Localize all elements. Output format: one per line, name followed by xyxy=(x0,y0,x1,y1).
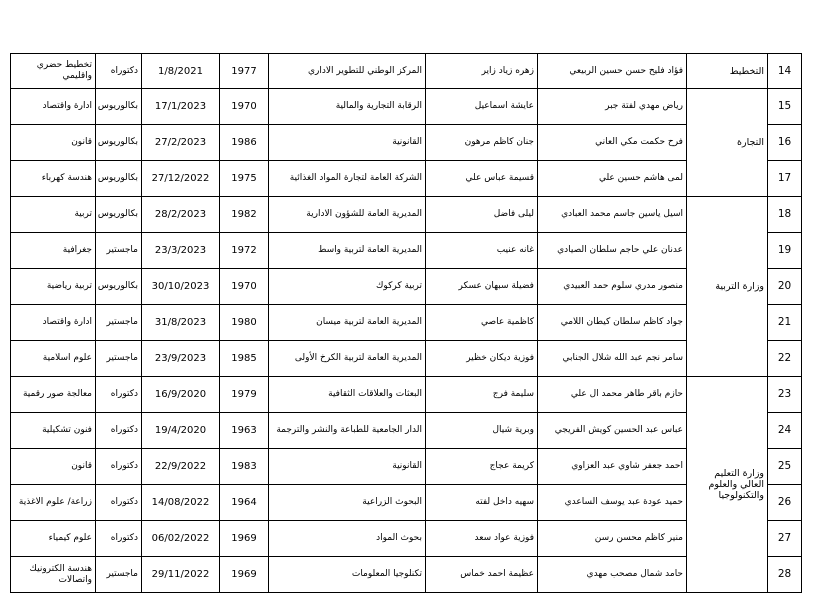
birth-year-cell: 1969 xyxy=(220,521,269,557)
table-row xyxy=(11,269,802,305)
degree-cell: دكتوراه xyxy=(96,413,142,449)
birth-year-cell: 1964 xyxy=(220,485,269,521)
employee-name-cell: اسيل ياسين جاسم محمد العبادي xyxy=(538,197,687,233)
row-number: 24 xyxy=(768,413,802,449)
table-row xyxy=(11,341,802,377)
nominee-name-cell: عايشة اسماعيل xyxy=(426,89,538,125)
employee-name-cell: فؤاد فليح حسن حسين الربيعي xyxy=(538,54,687,89)
row-number: 19 xyxy=(768,233,802,269)
ministry-cell xyxy=(687,377,768,593)
table-row xyxy=(11,521,802,557)
table-row xyxy=(11,161,802,197)
workplace-cell: المديرية العامة لتربية الكرخ الأولى xyxy=(269,341,426,377)
specialization-cell: علوم كيمياء xyxy=(11,521,96,557)
ministry-label: التخطيط xyxy=(729,65,764,77)
degree-cell: ماجستير xyxy=(96,557,142,593)
ministry-cell xyxy=(687,89,768,197)
nominee-name-cell: جنان كاظم مرهون xyxy=(426,125,538,161)
specialization-cell: جغرافية xyxy=(11,233,96,269)
nominee-name-cell: وبرية شيال xyxy=(426,413,538,449)
workplace-cell: المديرية العامة لتربية واسط xyxy=(269,233,426,269)
degree-cell: بكالوريوس xyxy=(96,161,142,197)
degree-cell: دكتوراه xyxy=(96,449,142,485)
degree-cell: ماجستير xyxy=(96,305,142,341)
nominee-name-cell: زهره زياد زاير xyxy=(426,54,538,89)
table-row xyxy=(11,485,802,521)
specialization-cell: ادارة واقتصاد xyxy=(11,305,96,341)
table-row xyxy=(11,449,802,485)
degree-cell: بكالوريوس xyxy=(96,269,142,305)
date-cell: 06/02/2022 xyxy=(142,521,220,557)
degree-cell: دكتوراه xyxy=(96,54,142,89)
birth-year-cell: 1982 xyxy=(220,197,269,233)
birth-year-cell: 1969 xyxy=(220,557,269,593)
row-number: 27 xyxy=(768,521,802,557)
table-row xyxy=(11,305,802,341)
workplace-cell: المديرية العامة لتربية ميسان xyxy=(269,305,426,341)
specialization-cell: قانون xyxy=(11,125,96,161)
table-row xyxy=(11,233,802,269)
employee-name-cell: رياض مهدي لفتة جبر xyxy=(538,89,687,125)
date-cell: 27/12/2022 xyxy=(142,161,220,197)
employee-name-cell: حامد شمال مصحب مهدي xyxy=(538,557,687,593)
workplace-cell: الدار الجامعية للطباعة والنشر والترجمة xyxy=(269,413,426,449)
table-row xyxy=(11,377,802,413)
specialization-cell: قانون xyxy=(11,449,96,485)
employee-name-cell: عدنان علي حاجم سلطان الصيادي xyxy=(538,233,687,269)
table-row xyxy=(11,197,802,233)
row-number: 26 xyxy=(768,485,802,521)
workplace-cell: البعثات والعلاقات الثقافية xyxy=(269,377,426,413)
table-row xyxy=(11,413,802,449)
birth-year-cell: 1970 xyxy=(220,89,269,125)
nominee-name-cell: سهيه داخل لفته xyxy=(426,485,538,521)
degree-cell: بكالوريوس xyxy=(96,89,142,125)
workplace-cell: المديرية العامة للشؤون الادارية xyxy=(269,197,426,233)
degree-cell: ماجستير xyxy=(96,233,142,269)
degree-cell: بكالوريوس xyxy=(96,125,142,161)
table-row xyxy=(11,125,802,161)
date-cell: 14/08/2022 xyxy=(142,485,220,521)
workplace-cell: تكنلوجيا المعلومات xyxy=(269,557,426,593)
row-number: 20 xyxy=(768,269,802,305)
birth-year-cell: 1980 xyxy=(220,305,269,341)
ministry-cell xyxy=(687,197,768,377)
employee-name-cell: منير كاظم محسن رسن xyxy=(538,521,687,557)
specialization-cell: ادارة واقتصاد xyxy=(11,89,96,125)
row-number: 15 xyxy=(768,89,802,125)
specialization-cell: هندسة كهرباء xyxy=(11,161,96,197)
nominee-name-cell: ليلى فاضل xyxy=(426,197,538,233)
employee-name-cell: عباس عبد الحسين كويش الفريجي xyxy=(538,413,687,449)
employee-name-cell: حازم باقر طاهر محمد ال علي xyxy=(538,377,687,413)
table-row xyxy=(11,89,802,125)
degree-cell: دكتوراه xyxy=(96,377,142,413)
row-number: 22 xyxy=(768,341,802,377)
date-cell: 31/8/2023 xyxy=(142,305,220,341)
personnel-table xyxy=(10,53,802,593)
workplace-cell: المركز الوطني للتطوير الاداري xyxy=(269,54,426,89)
birth-year-cell: 1986 xyxy=(220,125,269,161)
degree-cell: دكتوراه xyxy=(96,521,142,557)
date-cell: 1/8/2021 xyxy=(142,54,220,89)
birth-year-cell: 1975 xyxy=(220,161,269,197)
date-cell: 27/2/2023 xyxy=(142,125,220,161)
nominee-name-cell: فوزية ديكان خظير xyxy=(426,341,538,377)
date-cell: 19/4/2020 xyxy=(142,413,220,449)
birth-year-cell: 1983 xyxy=(220,449,269,485)
specialization-cell: هندسة الكترونيك واتصالات xyxy=(11,557,96,593)
ministry-label: وزارة التعليم العالي والعلوم والتكنولوجيا xyxy=(708,468,764,501)
date-cell: 30/10/2023 xyxy=(142,269,220,305)
nominee-name-cell: فضيلة سبهان عسكر xyxy=(426,269,538,305)
date-cell: 23/9/2023 xyxy=(142,341,220,377)
date-cell: 16/9/2020 xyxy=(142,377,220,413)
specialization-cell: تربية رياضية xyxy=(11,269,96,305)
employee-name-cell: جواد كاظم سلطان كيطان اللامي xyxy=(538,305,687,341)
employee-name-cell: حميد عودة عبد يوسف الساعدي xyxy=(538,485,687,521)
birth-year-cell: 1979 xyxy=(220,377,269,413)
workplace-cell: البحوث الزراعية xyxy=(269,485,426,521)
workplace-cell: الشركة العامة لتجارة المواد الغذائية xyxy=(269,161,426,197)
degree-cell: بكالوريوس xyxy=(96,197,142,233)
date-cell: 23/3/2023 xyxy=(142,233,220,269)
ministry-label: التجارة xyxy=(737,137,764,148)
ministry-label: وزارة التربية xyxy=(715,281,764,292)
row-number: 14 xyxy=(768,54,802,89)
row-number: 28 xyxy=(768,557,802,593)
specialization-cell: تخطيط حضري واقليمي xyxy=(11,54,96,89)
specialization-cell: فنون تشكيلية xyxy=(11,413,96,449)
specialization-cell: معالجة صور رقمية xyxy=(11,377,96,413)
workplace-cell: بحوث المواد xyxy=(269,521,426,557)
nominee-name-cell: سليمة فرج xyxy=(426,377,538,413)
row-number: 18 xyxy=(768,197,802,233)
row-number: 21 xyxy=(768,305,802,341)
date-cell: 22/9/2022 xyxy=(142,449,220,485)
birth-year-cell: 1972 xyxy=(220,233,269,269)
workplace-cell: تربية كركوك xyxy=(269,269,426,305)
table-row xyxy=(11,557,802,593)
date-cell: 29/11/2022 xyxy=(142,557,220,593)
birth-year-cell: 1970 xyxy=(220,269,269,305)
employee-name-cell: منصور مدري سلوم حمد العبيدي xyxy=(538,269,687,305)
employee-name-cell: لمى هاشم حسين علي xyxy=(538,161,687,197)
nominee-name-cell: غانه عنيب xyxy=(426,233,538,269)
birth-year-cell: 1963 xyxy=(220,413,269,449)
date-cell: 17/1/2023 xyxy=(142,89,220,125)
degree-cell: دكتوراه xyxy=(96,485,142,521)
workplace-cell: القانونية xyxy=(269,125,426,161)
row-number: 17 xyxy=(768,161,802,197)
employee-name-cell: فرح حكمت مكي العاني xyxy=(538,125,687,161)
nominee-name-cell: كاظمية عاصي xyxy=(426,305,538,341)
specialization-cell: زراعة/ علوم الاغذية xyxy=(11,485,96,521)
workplace-cell: الرقابة التجارية والمالية xyxy=(269,89,426,125)
table-row xyxy=(11,54,802,89)
degree-cell: ماجستير xyxy=(96,341,142,377)
nominee-name-cell: قسيمة عباس علي xyxy=(426,161,538,197)
birth-year-cell: 1985 xyxy=(220,341,269,377)
ministry-cell xyxy=(687,54,768,89)
nominee-name-cell: كريمة عجاج xyxy=(426,449,538,485)
employee-name-cell: احمد جعفر شاوي عبد العزاوي xyxy=(538,449,687,485)
row-number: 16 xyxy=(768,125,802,161)
birth-year-cell: 1977 xyxy=(220,54,269,89)
specialization-cell: علوم اسلامية xyxy=(11,341,96,377)
row-number: 23 xyxy=(768,377,802,413)
nominee-name-cell: فوزية عواد سعد xyxy=(426,521,538,557)
specialization-cell: تربية xyxy=(11,197,96,233)
employee-name-cell: سامر نجم عبد الله شلال الجنابي xyxy=(538,341,687,377)
nominee-name-cell: عظيمة احمد خماس xyxy=(426,557,538,593)
row-number: 25 xyxy=(768,449,802,485)
workplace-cell: القانونية xyxy=(269,449,426,485)
date-cell: 28/2/2023 xyxy=(142,197,220,233)
